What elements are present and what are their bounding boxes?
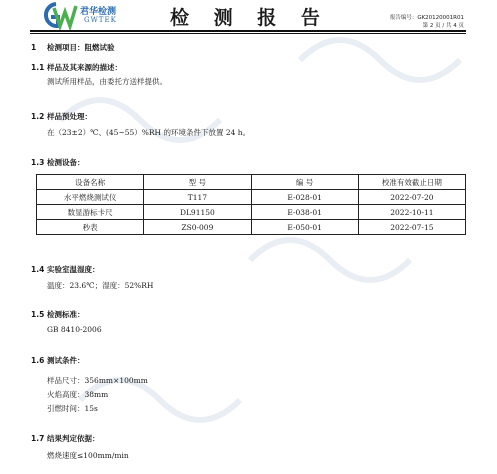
equipment-table — [36, 174, 466, 235]
column-header: 校准有效截止日期 — [358, 175, 465, 190]
section-heading: 1 检测项目：阻燃试验 — [31, 43, 115, 52]
section-text: 样品尺寸：356mm×100mm — [47, 376, 148, 385]
section-heading: 1.7 结果判定依据： — [31, 434, 100, 443]
header-rule-thin — [30, 33, 466, 34]
section-text: 测试所用样品，由委托方送样提供。 — [47, 77, 167, 86]
table-cell: 水平燃烧测试仪 — [37, 190, 144, 205]
section-heading: 1.5 检测标准： — [31, 310, 85, 319]
company-logo — [36, 0, 126, 32]
logo-chinese-name: 君华检测 — [80, 7, 117, 17]
table-cell: 2022-07-15 — [358, 220, 465, 235]
section-heading: 1.6 测试条件： — [31, 356, 85, 365]
table-row — [37, 205, 466, 220]
column-header: 型 号 — [144, 175, 251, 190]
section-heading: 1.1 样品及其来源的描述： — [31, 63, 122, 72]
table-cell: DL91150 — [144, 205, 251, 220]
table-cell: E-050-01 — [251, 220, 358, 235]
column-header: 编 号 — [251, 175, 358, 190]
section-text: 引燃时间：15s — [47, 404, 98, 413]
report-meta — [390, 14, 464, 30]
table-cell: 数显游标卡尺 — [37, 205, 144, 220]
table-cell: T117 — [144, 190, 251, 205]
header-rule-thick — [30, 30, 466, 32]
section-text: 温度：23.6℃；湿度：52%RH — [47, 281, 154, 290]
table-row — [37, 220, 466, 235]
table-cell: E-038-01 — [251, 205, 358, 220]
page-info: 第 2 页 / 共 4 页 — [422, 23, 464, 29]
table-header-row — [37, 175, 466, 190]
section-heading: 1.2 样品预处理： — [31, 112, 92, 121]
section-heading: 1.3 检测设备： — [31, 158, 85, 167]
report-title: 检 测 报 告 — [170, 7, 329, 29]
column-header: 设备名称 — [37, 175, 144, 190]
gw-logo-icon — [36, 0, 78, 30]
section-text: GB 8410-2006 — [47, 325, 102, 334]
table-row — [37, 190, 466, 205]
section-text: 火焰高度：38mm — [47, 390, 109, 399]
report-number: 报告编号：GK20120001R01 — [389, 15, 464, 21]
logo-english-name: GWTEK — [84, 16, 117, 24]
table-cell: 2022-10-11 — [358, 205, 465, 220]
table-cell: E-028-01 — [251, 190, 358, 205]
section-text: 在（23±2）℃、(45~55）%RH 的环境条件下放置 24 h。 — [47, 128, 251, 137]
table-cell: 2022-07-20 — [358, 190, 465, 205]
table-cell: ZS0-009 — [144, 220, 251, 235]
section-text: 燃烧速度≤100mm/min — [47, 451, 129, 460]
section-heading: 1.4 实验室温湿度： — [31, 265, 100, 274]
table-cell: 秒表 — [37, 220, 144, 235]
